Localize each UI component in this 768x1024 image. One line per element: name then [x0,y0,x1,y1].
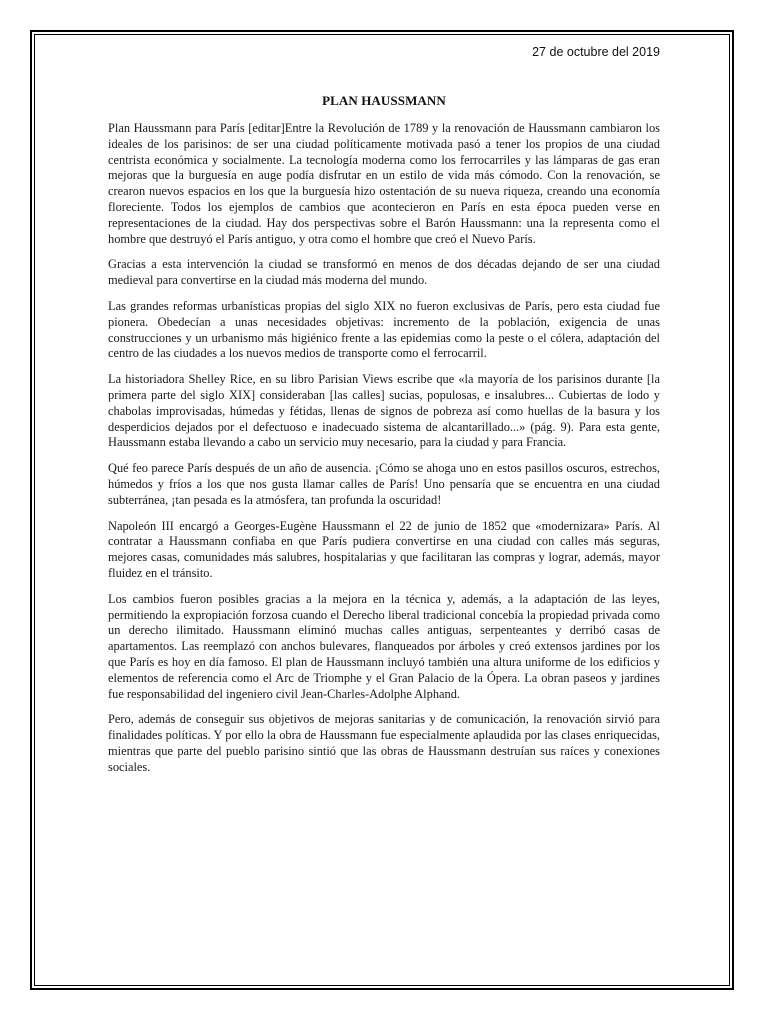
paragraph-8: Pero, además de conseguir sus objetivos de mejoras sanitarias y de comunicación, la renovación sirvió para finalidades políticas. Y por ello la obra de Haussmann fue especialmente aplaudida por las clases enriquecidas, mientras que parte del pueblo parisino sintió que las obras de Haussmann destruían sus raíces y conexiones sociales. [108,712,660,774]
paragraph-3: Las grandes reformas urbanísticas propias del siglo XIX no fueron exclusivas de París, pero esta ciudad fue pionera. Obedecían a unas necesidades objetivas: incremento de la población, exigencia de unas construcciones y un urbanismo más higiénico frente a las epidemias como la peste o el cólera, adaptación del centro de las ciudades a los nuevos medios de transporte como el ferrocarril. [108,298,660,361]
paragraph-5: Qué feo parece París después de un año de ausencia. ¡Cómo se ahoga uno en estos pasillos oscuros, estrechos, húmedos y fríos a los que nos gusta llamar calles de París! Uno pensaría que se encuentra en una ciudad subterránea, ¡tan pesada es la atmósfera, tan profunda la oscuridad! [108,461,660,507]
paragraph-4: La historiadora Shelley Rice, en su libro Parisian Views escribe que «la mayoría de los parisinos durante [la primera parte del siglo XIX] consideraban [las calles] sucias, populosas, e insalubres... Cubiertas de lodo y chabolas improvisadas, húmedas y fétidas, llenas de signos de pobreza así como huellas de la basura y los desperdicios dejados por el defectuoso e inadecuado sistema de alcantarillado...» (pág. 9). Para esta gente, Haussmann estaba llevando a cabo un servicio muy necesario, para la ciudad y para Francia. [108,372,660,450]
paragraph-1: Plan Haussmann para París [editar]Entre la Revolución de 1789 y la renovación de Haussmann cambiaron los ideales de los parisinos: de ser una ciudad políticamente motivada pasó a tener los propios de una ciudad centrista económica y socialmente. La tecnología moderna como los ferrocarriles y las lámparas de gas eran mejoras que la burguesía en auge podía disfrutar en un estilo de vida más cómodo. Con la renovación, se crearon nuevos espacios en los que la burguesía hizo ostentación de su nueva riqueza, creando una economía floreciente. Todos los ejemplos de cambios que acontecieron en París en esta época pueden verse en representaciones de la ciudad. Hay dos perspectivas sobre el Barón Haussmann: una la representa como el hombre que destruyó el París antiguo, y otra como el hombre que creó el Nuevo París. [108,121,660,246]
paragraph-2: Gracias a esta intervención la ciudad se transformó en menos de dos décadas dejando de ser una ciudad medieval para convertirse en la ciudad más moderna del mundo. [108,257,660,288]
paragraph-7: Los cambios fueron posibles gracias a la mejora en la técnica y, además, a la adaptación de las leyes, permitiendo la expropiación forzosa cuando el Derecho liberal tradicional concebía la propiedad privada como un derecho ilimitado. Haussmann eliminó muchas calles antiguas, serpenteantes y derribó casas de apartamentos. Las reemplazó con anchos bulevares, flanqueados por árboles y creó extensos jardines por los que París es hoy en día famoso. El plan de Haussmann incluyó también una altura uniforme de los edificios y elementos de referencia como el Arc de Triomphe y el Gran Palacio de la Ópera. La obran paseos y jardines fue responsabilidad del ingeniero civil Jean-Charles-Adolphe Alphand. [108,591,660,701]
document-title: PLAN HAUSSMANN [322,93,446,108]
document-body [108,121,660,785]
document-date: 27 de octubre del 2019 [532,45,660,59]
paragraph-6: Napoleón III encargó a Georges-Eugène Haussmann el 22 de junio de 1852 que «modernizara» París. Al contratar a Haussmann confiaba en que París pudiera convertirse en una ciudad con calles más seguras, mejores casas, comunidades más salubres, hospitalarias y que facilitaran las compras y lograr, además, mayor fluidez en el tránsito. [108,518,660,580]
